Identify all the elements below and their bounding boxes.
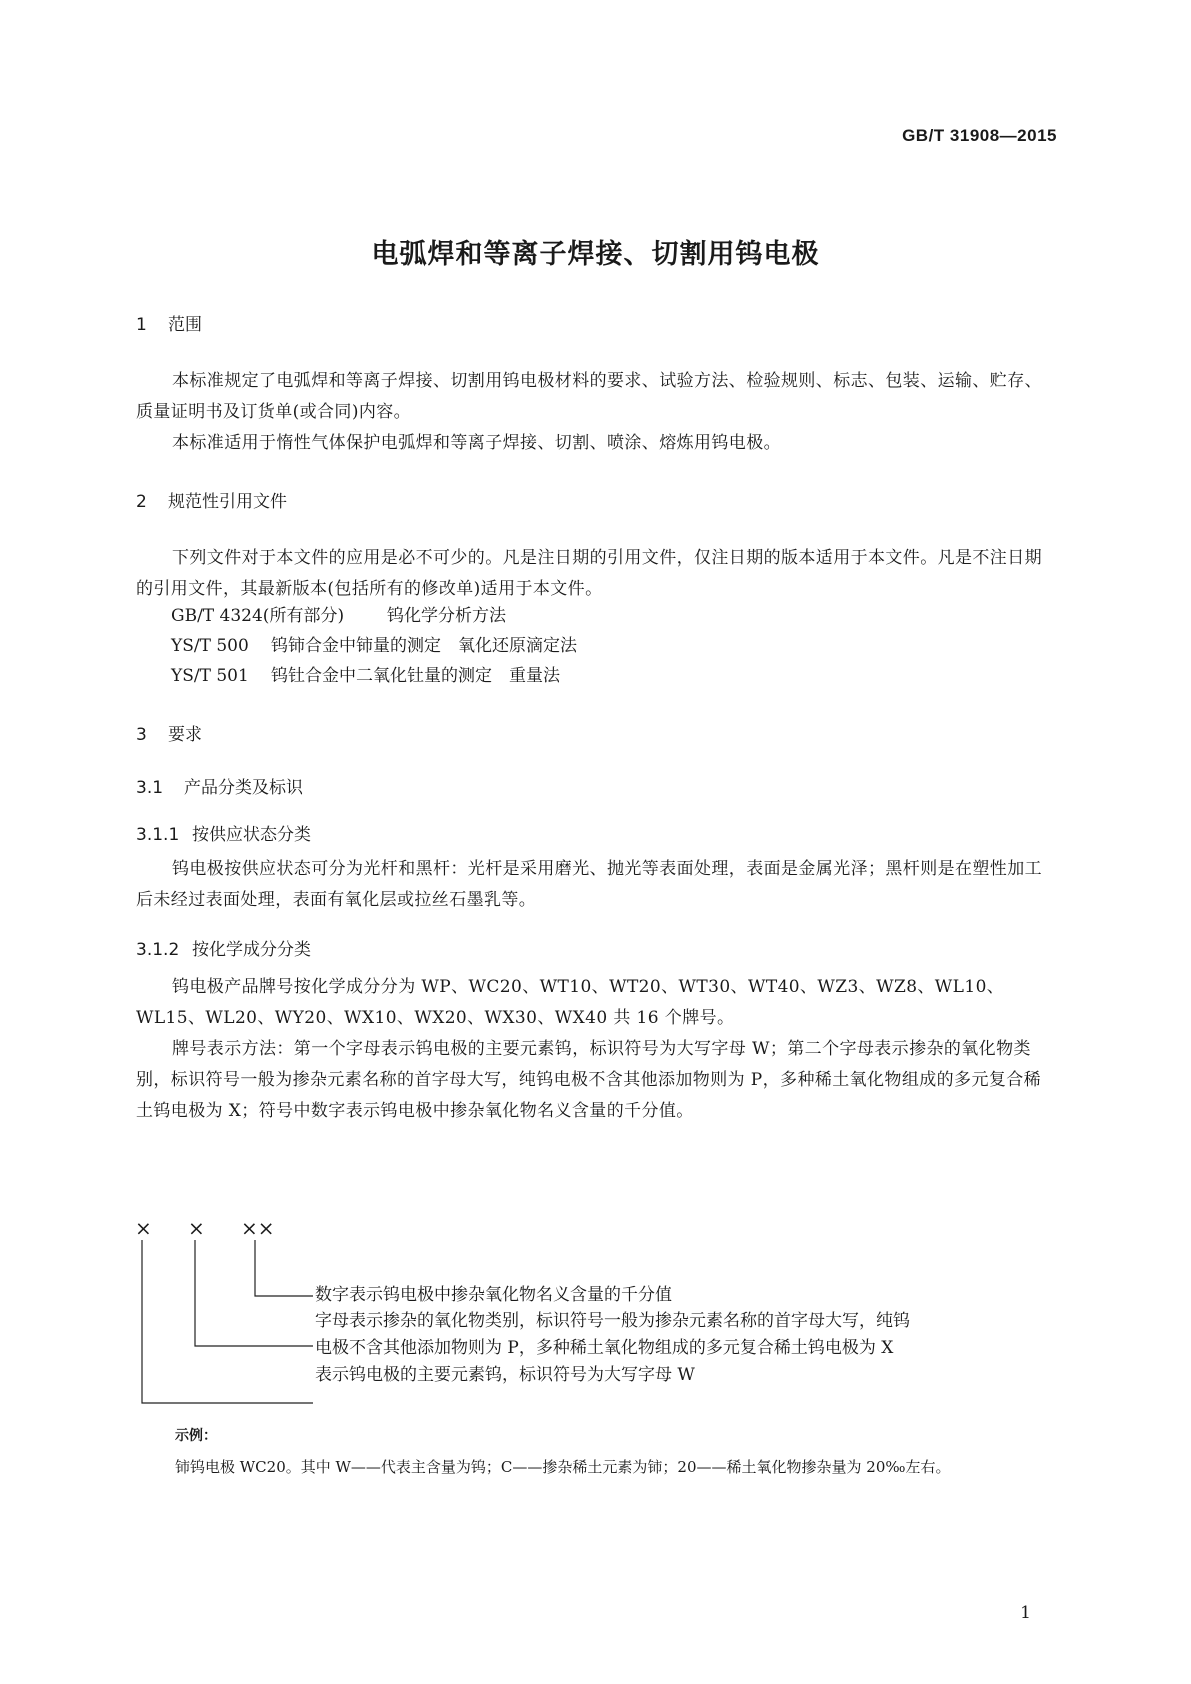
paragraph: 钨电极按供应状态可分为光杆和黑杆：光杆是采用磨光、抛光等表面处理，表面是金属光泽；黑杆则是在塑性加工后未经过表面处理，表面有氧化层或拉丝石墨乳等。 xyxy=(136,859,1042,910)
section-title: 产品分类及标识 xyxy=(184,778,303,798)
paragraph: 下列文件对于本文件的应用是必不可少的。凡是注日期的引用文件，仅注日期的版本适用于本文件。凡是不注日期的引用文件，其最新版本(包括所有的修改单)适用于本文件。 xyxy=(136,548,1042,599)
reference-item xyxy=(171,631,577,656)
section-2-heading xyxy=(136,487,287,512)
section-title: 规范性引用文件 xyxy=(168,492,287,512)
reference-title: 钨钍合金中二氧化钍量的测定 重量法 xyxy=(271,666,560,686)
section-title: 按化学成分分类 xyxy=(192,940,311,960)
reference-code: YS/T 501 xyxy=(171,666,249,686)
diagram-desc-letter2-cont: 电极不含其他添加物则为 P，多种稀土氧化物组成的多元复合稀土钨电极为 X xyxy=(315,1338,894,1358)
diagram-mark-letter2: × xyxy=(188,1216,205,1240)
designation-diagram xyxy=(135,1216,995,1416)
reference-item xyxy=(171,661,560,686)
reference-item xyxy=(171,601,506,626)
diagram-desc-digits: 数字表示钨电极中掺杂氧化物名义含量的千分值 xyxy=(315,1285,672,1305)
reference-code: GB/T 4324(所有部分) xyxy=(171,606,345,626)
paragraph: 牌号表示方法：第一个字母表示钨电极的主要元素钨，标识符号为大写字母 W；第二个字母表示掺杂的氧化物类别，标识符号一般为掺杂元素名称的首字母大写，纯钨电极不含其他添加物则为 P，多种稀土氧化物组成的多元复合稀土钨电极为 X；符号中数字表示钨电极中掺杂氧化物名义含量的千分值。 xyxy=(136,1039,1042,1121)
page-number: 1 xyxy=(1020,1603,1031,1623)
diagram-mark-letter1: × xyxy=(135,1216,152,1240)
diagram-desc-letter2: 字母表示掺杂的氧化物类别，标识符号一般为掺杂元素名称的首字母大写，纯钨 xyxy=(315,1311,910,1331)
document-title: 电弧焊和等离子焊接、切割用钨电极 xyxy=(371,239,820,270)
section-3-heading xyxy=(136,720,202,745)
reference-code: YS/T 500 xyxy=(171,636,249,656)
reference-title: 钨铈合金中铈量的测定 氧化还原滴定法 xyxy=(271,636,577,656)
section-number: 3 xyxy=(136,725,147,745)
section-title: 按供应状态分类 xyxy=(192,825,311,845)
standard-number: GB/T 31908—2015 xyxy=(902,126,1057,145)
section-number: 3.1.2 xyxy=(136,940,180,960)
example-label: 示例： xyxy=(175,1428,217,1444)
paragraph: 本标准规定了电弧焊和等离子焊接、切割用钨电极材料的要求、试验方法、检验规则、标志、包装、运输、贮存、质量证明书及订货单(或合同)内容。 xyxy=(136,371,1042,422)
paragraph: 本标准适用于惰性气体保护电弧焊和等离子焊接、切割、喷涂、熔炼用钨电极。 xyxy=(172,433,781,453)
section-number: 1 xyxy=(136,315,147,335)
section-1-heading xyxy=(136,310,202,335)
reference-title: 钨化学分析方法 xyxy=(387,606,506,626)
section-3-1-2-heading xyxy=(136,935,311,960)
paragraph: 钨电极产品牌号按化学成分分为 WP、WC20、WT10、WT20、WT30、WT40、WZ3、WZ8、WL10、WL15、WL20、WY20、WX10、WX20、WX30、WX40 共 16 个牌号。 xyxy=(136,977,1005,1028)
section-title: 要求 xyxy=(168,725,202,745)
example-text: 铈钨电极 WC20。其中 W——代表主含量为钨；C——掺杂稀土元素为铈；20——稀土氧化物掺杂量为 20‰左右。 xyxy=(175,1458,951,1476)
section-3-1-1-heading xyxy=(136,820,311,845)
section-number: 3.1 xyxy=(136,778,164,798)
diagram-desc-letter1: 表示钨电极的主要元素钨，标识符号为大写字母 W xyxy=(315,1365,695,1385)
diagram-mark-digits: ×× xyxy=(241,1216,275,1240)
section-number: 3.1.1 xyxy=(136,825,180,845)
section-number: 2 xyxy=(136,492,147,512)
section-3-1-heading xyxy=(136,773,303,798)
section-title: 范围 xyxy=(168,315,202,335)
